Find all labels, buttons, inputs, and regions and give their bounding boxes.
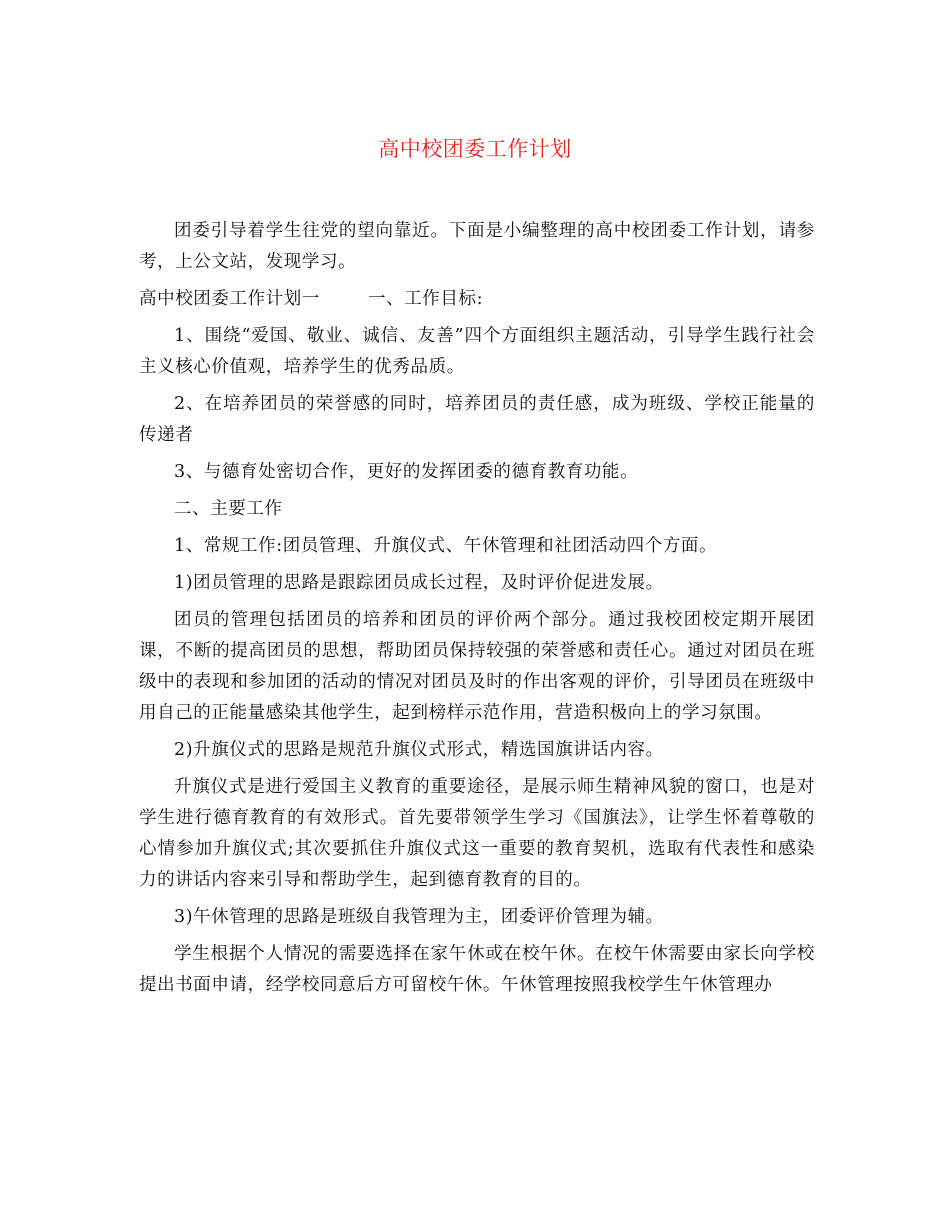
paragraph-member-management-idea: 1)团员管理的思路是跟踪团员成长过程，及时评价促进发展。 bbox=[174, 573, 664, 593]
paragraph-lunch-break: 学生根据个人情况的需要选择在家午休或在校午休。在校午休需要由家长向学校提出书面申请，经学校同意后方可留校午休。午休管理按照我校学生午休管理办 bbox=[139, 944, 815, 995]
section-heading-main-work: 二、主要工作 bbox=[174, 499, 283, 519]
paragraph-intro: 团委引导着学生往党的望向靠近。下面是小编整理的高中校团委工作计划，请参考，上公文站，发现学习。 bbox=[139, 221, 815, 272]
paragraph-flag-ceremony: 升旗仪式是进行爱国主义教育的重要途径，是展示师生精神风貌的窗口，也是对学生进行德育教育的有效形式。首先要带领学生学习《国旗法》，让学生怀着尊敬的心情参加升旗仪式;其次要抓住升旗仪式这一重要的教育契机，选取有代表性和感染力的讲话内容来引导和帮助学生，起到德育教育的目的。 bbox=[139, 777, 815, 890]
plan-heading: 高中校团委工作计划一 bbox=[139, 289, 320, 309]
document-title: 高中校团委工作计划 bbox=[378, 137, 572, 161]
section-heading-line bbox=[139, 284, 815, 315]
paragraph-goal-1: 1、围绕“爱国、敬业、诚信、友善”四个方面组织主题活动，引导学生践行社会主义核心价值观，培养学生的优秀品质。 bbox=[139, 326, 815, 377]
goal-heading: 一、工作目标: bbox=[368, 289, 484, 309]
document-body bbox=[139, 216, 815, 1007]
paragraph-routine-work: 1、常规工作:团员管理、升旗仪式、午休管理和社团活动四个方面。 bbox=[174, 536, 718, 556]
paragraph-goal-3: 3、与德育处密切合作，更好的发挥团委的德育教育功能。 bbox=[174, 462, 639, 482]
paragraph-lunch-break-idea: 3)午休管理的思路是班级自我管理为主，团委评价管理为辅。 bbox=[174, 907, 664, 927]
paragraph-flag-ceremony-idea: 2)升旗仪式的思路是规范升旗仪式形式，精选国旗讲话内容。 bbox=[174, 740, 664, 760]
paragraph-goal-2: 2、在培养团员的荣誉感的同时，培养团员的责任感，成为班级、学校正能量的传递者 bbox=[139, 394, 815, 445]
paragraph-member-management: 团员的管理包括团员的培养和团员的评价两个部分。通过我校团校定期开展团课，不断的提高团员的思想，帮助团员保持较强的荣誉感和责任心。通过对团员在班级中的表现和参加团的活动的情况对团员及时的作出客观的评价，引导团员在班级中用自己的正能量感染其他学生，起到榜样示范作用，营造积极向上的学习氛围。 bbox=[139, 610, 815, 723]
